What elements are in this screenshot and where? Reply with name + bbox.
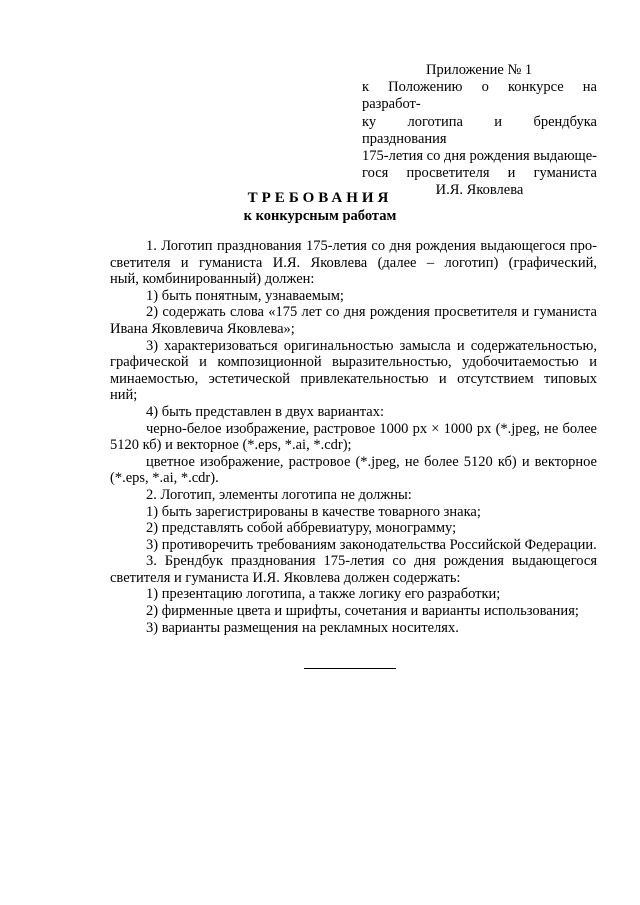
requirements-body — [110, 238, 597, 636]
appendix-line: И.Я. Яковлева — [435, 182, 524, 199]
paragraph-line: светителя и гуманиста И.Я. Яковлева (далее – логотип) (графический, — [110, 254, 597, 271]
list-item: 2) представлять собой аббревиатуру, монограмму; — [146, 520, 457, 537]
paragraph-line: ный, комбинированный) должен: — [110, 271, 315, 288]
appendix-number: Приложение № 1 — [426, 62, 533, 78]
list-item: 1) презентацию логотипа, а также логику его разработки; — [146, 586, 501, 603]
paragraph-line: 1. Логотип празднования 175-летия со дня рождения выдающегося про- — [146, 238, 597, 254]
paragraph-line: 5120 кб) и векторное (*.eps, *.ai, *.cdr); — [110, 437, 352, 454]
list-item: 2) фирменные цвета и шрифты, сочетания и варианты использования; — [146, 603, 579, 620]
list-item: 3) противоречить требованиям законодательства Российской Федерации. — [146, 536, 597, 553]
appendix-line: ку логотипа и брендбука празднования — [362, 113, 597, 147]
list-item: 3) характеризоваться оригинальностью замысла и содержательностью, — [146, 337, 597, 354]
section-heading: 3. Брендбук празднования 175-летия со дня рождения выдающегося — [146, 553, 597, 570]
list-item: 1) быть понятным, узнаваемым; — [146, 287, 344, 304]
list-item: цветное изображение, растровое (*.jpeg, не более 5120 кб) и векторное — [146, 453, 597, 470]
list-item: 4) быть представлен в двух вариантах: — [146, 403, 384, 420]
appendix-line: гося просветителя и гуманиста — [362, 165, 597, 182]
appendix-line: 175-летия со дня рождения выдающе- — [362, 148, 597, 165]
paragraph-line: ний; — [110, 387, 138, 404]
document-title: ТРЕБОВАНИЯ — [247, 190, 393, 206]
document-subtitle: к конкурсным работам — [243, 208, 397, 224]
paragraph-line: графической и композиционной выразительностью, удобочитаемостью и — [110, 354, 597, 371]
section-heading: 2. Логотип, элементы логотипа не должны: — [146, 486, 412, 503]
appendix-line: к Положению о конкурсе на разработ- — [362, 79, 597, 113]
list-item: 3) варианты размещения на рекламных носителях. — [146, 619, 459, 636]
list-item: 2) содержать слова «175 лет со дня рождения просветителя и гуманиста — [146, 304, 597, 321]
closing-divider — [304, 668, 396, 669]
list-item: 1) быть зарегистрированы в качестве товарного знака; — [146, 503, 481, 520]
paragraph-line: (*.eps, *.ai, *.cdr). — [110, 470, 219, 487]
list-item: черно-белое изображение, растровое 1000 px × 1000 px (*.jpeg, не более — [146, 420, 597, 437]
paragraph-line: светителя и гуманиста И.Я. Яковлева должен содержать: — [110, 569, 461, 586]
appendix-reference — [362, 62, 597, 200]
paragraph-line: Ивана Яковлевича Яковлева»; — [110, 320, 295, 337]
paragraph-line: минаемостью, эстетической привлекательностью и отсутствием типовых — [110, 370, 597, 387]
